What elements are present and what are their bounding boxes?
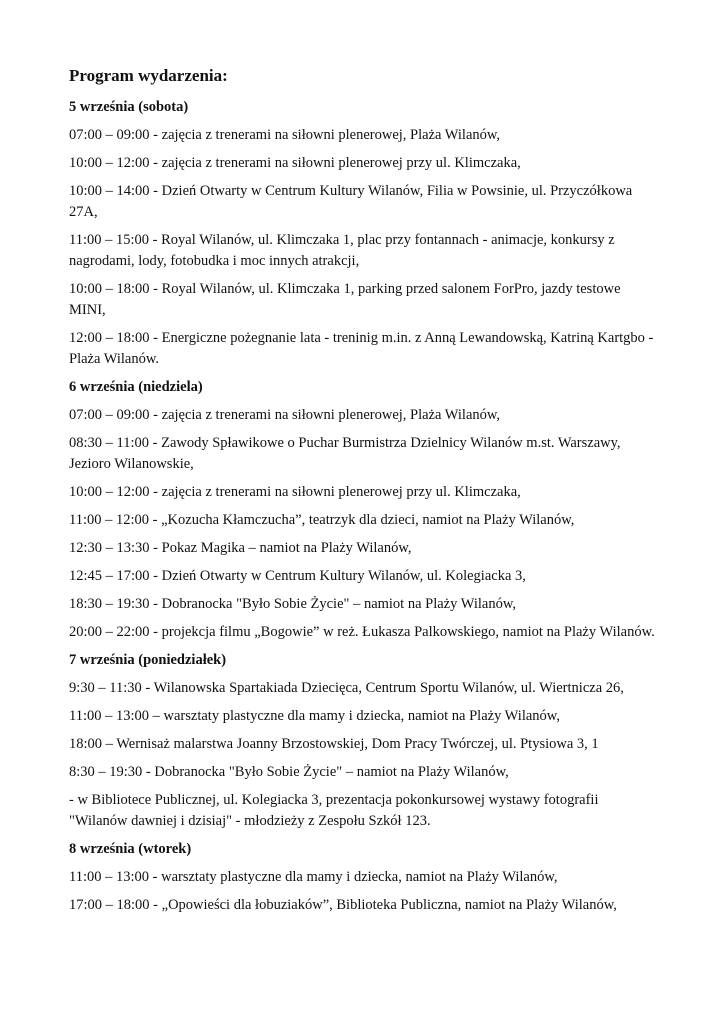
day-heading: 8 września (wtorek) [69,841,192,857]
schedule-entry: 11:00 – 12:00 - „Kozucha Kłamczucha”, teatrzyk dla dzieci, namiot na Plaży Wilanów, [69,512,575,528]
schedule-entry: 9:30 – 11:30 - Wilanowska Spartakiada Dziecięca, Centrum Sportu Wilanów, ul. Wiertnicza 26, [69,680,624,696]
schedule-entry: 12:45 – 17:00 - Dzień Otwarty w Centrum Kultury Wilanów, ul. Kolegiacka 3, [69,568,526,584]
document-page [69,64,659,923]
day-heading: 5 września (sobota) [69,99,189,115]
schedule-entry: 18:00 – Wernisaż malarstwa Joanny Brzostowskiej, Dom Pracy Twórczej, ul. Ptysiowa 3, 1 [69,736,599,752]
schedule-entry: - w Bibliotece Publicznej, ul. Kolegiacka 3, prezentacja pokonkursowej wystawy fotografii "Wilanów dawniej i dzisiaj" - młodzieży z Zespołu Szkół 123. [69,792,599,829]
schedule-entry: 10:00 – 14:00 - Dzień Otwarty w Centrum Kultury Wilanów, Filia w Powsinie, ul. Przyczółkowa 27A, [69,183,633,220]
schedule-entry: 12:00 – 18:00 - Energiczne pożegnanie lata - treninig m.in. z Anną Lewandowską, Katriną Kartgbo - Plaża Wilanów. [69,330,654,367]
schedule-entry: 10:00 – 12:00 - zajęcia z trenerami na siłowni plenerowej przy ul. Klimczaka, [69,155,521,171]
schedule-entry: 07:00 – 09:00 - zajęcia z trenerami na siłowni plenerowej, Plaża Wilanów, [69,127,501,143]
schedule-entry: 17:00 – 18:00 - „Opowieści dla łobuziaków”, Biblioteka Publiczna, namiot na Plaży Wilanów, [69,897,617,913]
schedule-entry: 8:30 – 19:30 - Dobranocka "Było Sobie Życie" – namiot na Plaży Wilanów, [69,764,509,780]
schedule-entry: 20:00 – 22:00 - projekcja filmu „Bogowie” w reż. Łukasza Palkowskiego, namiot na Plaży Wilanów. [69,624,655,640]
schedule-entry: 12:30 – 13:30 - Pokaz Magika – namiot na Plaży Wilanów, [69,540,412,556]
document-title: Program wydarzenia: [69,66,228,85]
schedule-entry: 18:30 – 19:30 - Dobranocka "Było Sobie Życie" – namiot na Plaży Wilanów, [69,596,516,612]
day-heading: 6 września (niedziela) [69,379,203,395]
day-heading: 7 września (poniedziałek) [69,652,227,668]
schedule-entry: 08:30 – 11:00 - Zawody Spławikowe o Puchar Burmistrza Dzielnicy Wilanów m.st. Warszawy, Jezioro Wilanowskie, [69,435,621,472]
schedule-entry: 11:00 – 15:00 - Royal Wilanów, ul. Klimczaka 1, plac przy fontannach - animacje, konkursy z nagrodami, lody, fotobudka i moc innych atrakcji, [69,232,615,269]
schedule-entry: 07:00 – 09:00 - zajęcia z trenerami na siłowni plenerowej, Plaża Wilanów, [69,407,501,423]
schedule-entry: 11:00 – 13:00 - warsztaty plastyczne dla mamy i dziecka, namiot na Plaży Wilanów, [69,869,558,885]
schedule-entry: 10:00 – 18:00 - Royal Wilanów, ul. Klimczaka 1, parking przed salonem ForPro, jazdy testowe MINI, [69,281,621,318]
schedule-entry: 11:00 – 13:00 – warsztaty plastyczne dla mamy i dziecka, namiot na Plaży Wilanów, [69,708,560,724]
schedule-entry: 10:00 – 12:00 - zajęcia z trenerami na siłowni plenerowej przy ul. Klimczaka, [69,484,521,500]
